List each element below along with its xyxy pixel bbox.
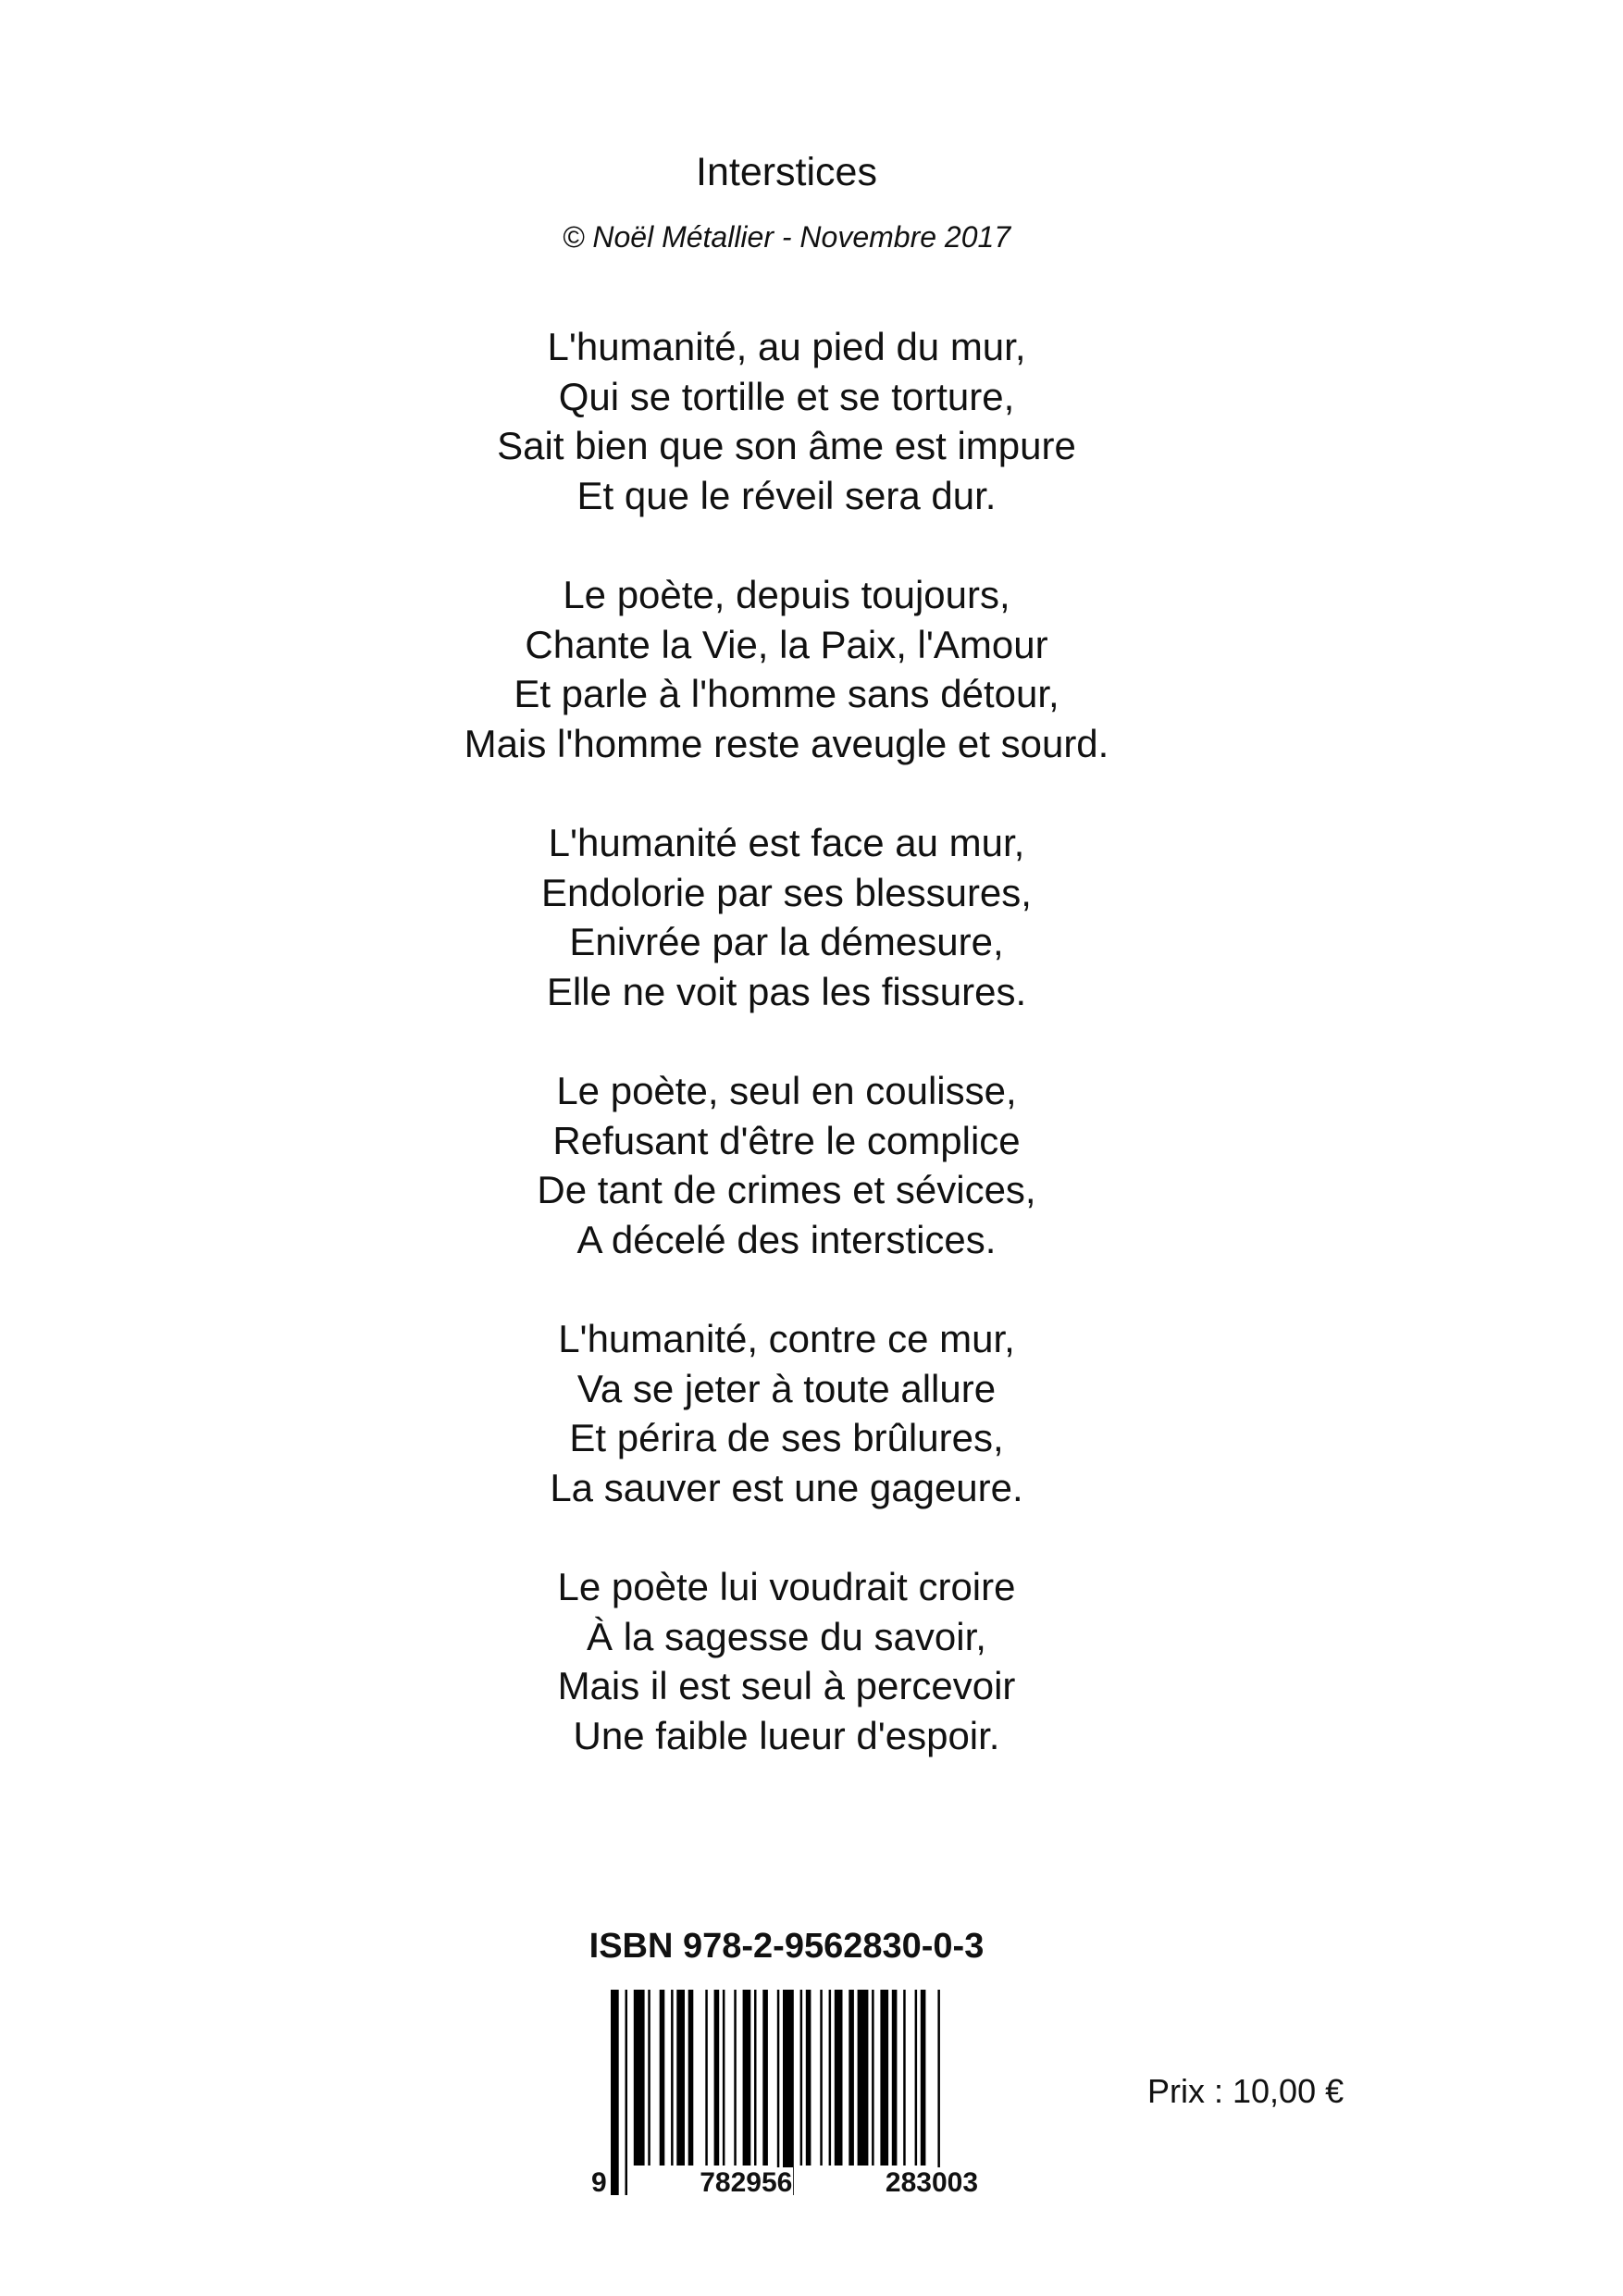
poem-line: Le poète, seul en coulisse, <box>556 1069 1017 1112</box>
poem-line: Une faible lueur d'espoir. <box>573 1713 1000 1757</box>
poem-line: L'humanité, contre ce mur, <box>558 1317 1015 1360</box>
poem-line: Mais l'homme reste aveugle et sourd. <box>464 721 1109 765</box>
poem-line: Le poète lui voudrait croire <box>557 1565 1016 1608</box>
poem-line: Et que le réveil sera dur. <box>576 473 997 517</box>
poem-line: L'humanité est face au mur, <box>548 821 1025 864</box>
isbn-label: ISBN 978-2-9562830-0-3 <box>588 1927 985 1966</box>
barcode-bar <box>903 1990 906 2166</box>
poem-line: Elle ne voit pas les fissures. <box>546 969 1027 1013</box>
stanza <box>0 322 1573 520</box>
barcode-bar <box>880 1990 888 2166</box>
barcode-bar <box>734 1990 737 2166</box>
barcode-bar <box>714 1990 720 2166</box>
stanza <box>0 570 1573 768</box>
barcode-bar <box>921 1990 926 2166</box>
copyright-notice: © Noël Métallier - Novembre 2017 <box>562 220 1011 254</box>
barcode-bar <box>783 1990 794 2195</box>
poem-line: De tant de crimes et sévices, <box>537 1168 1036 1211</box>
barcode-bar <box>806 1990 812 2166</box>
poem-title: Interstices <box>696 150 877 194</box>
barcode-bar <box>820 1990 823 2166</box>
barcode-bar <box>892 1990 898 2166</box>
barcode-bar <box>611 1990 619 2195</box>
poem-line: Chante la Vie, la Paix, l'Amour <box>525 622 1048 666</box>
poem-line: À la sagesse du savoir, <box>587 1614 986 1658</box>
stanza <box>0 1314 1573 1512</box>
barcode-bar <box>660 1990 665 2166</box>
price-label: Prix : 10,00 € <box>1147 2072 1344 2110</box>
barcode-bar <box>671 1990 674 2166</box>
barcode-bar <box>872 1990 874 2166</box>
barcode-bar <box>858 1990 869 2166</box>
stanza <box>0 818 1573 1016</box>
barcode-bar <box>762 1990 768 2166</box>
stanza <box>0 1066 1573 1264</box>
barcode-icon <box>592 1990 981 2195</box>
stanza <box>0 1562 1573 1760</box>
poem-line: Et périra de ses brûlures, <box>569 1416 1004 1459</box>
poem-line: Qui se tortille et se torture, <box>558 374 1015 418</box>
poem-line: A décelé des interstices. <box>576 1217 997 1261</box>
barcode-right-group: 283003 <box>885 2167 978 2198</box>
barcode-bar <box>937 1990 940 2195</box>
barcode-bar <box>705 1990 708 2166</box>
poem-line: Refusant d'être le complice <box>552 1118 1021 1162</box>
barcode-bar <box>915 1990 918 2166</box>
barcode-bar <box>835 1990 843 2166</box>
barcode-bar <box>648 1990 650 2166</box>
poem-line: Le poète, depuis toujours, <box>563 573 1010 616</box>
barcode-bar <box>676 1990 685 2166</box>
barcode-bar <box>800 1990 803 2166</box>
barcode-bar <box>743 1990 751 2166</box>
barcode-bar <box>829 1990 832 2166</box>
poem-line: Endolorie par ses blessures, <box>541 870 1032 914</box>
barcode-bar <box>754 1990 757 2166</box>
barcode-bar <box>626 1990 628 2195</box>
poem-line: Va se jeter à toute allure <box>576 1366 997 1410</box>
poem-line: Enivrée par la démesure, <box>569 920 1004 963</box>
poem-line: La sauver est une gageure. <box>550 1465 1023 1509</box>
barcode-bar <box>723 1990 725 2166</box>
barcode-bar <box>688 1990 694 2166</box>
barcode-left-group: 782956 <box>700 2167 793 2198</box>
poem-line: Sait bien que son âme est impure <box>497 424 1076 467</box>
barcode-bar <box>777 1990 780 2195</box>
poem-line: Et parle à l'homme sans détour, <box>514 672 1059 715</box>
poem-body <box>0 322 1573 1810</box>
barcode-first-digit: 9 <box>591 2167 607 2198</box>
barcode-bar <box>634 1990 645 2166</box>
poem-line: L'humanité, au pied du mur, <box>547 325 1026 368</box>
poem-line: Mais il est seul à percevoir <box>557 1664 1016 1707</box>
barcode-bar <box>849 1990 854 2166</box>
barcode-digits <box>590 2167 979 2199</box>
